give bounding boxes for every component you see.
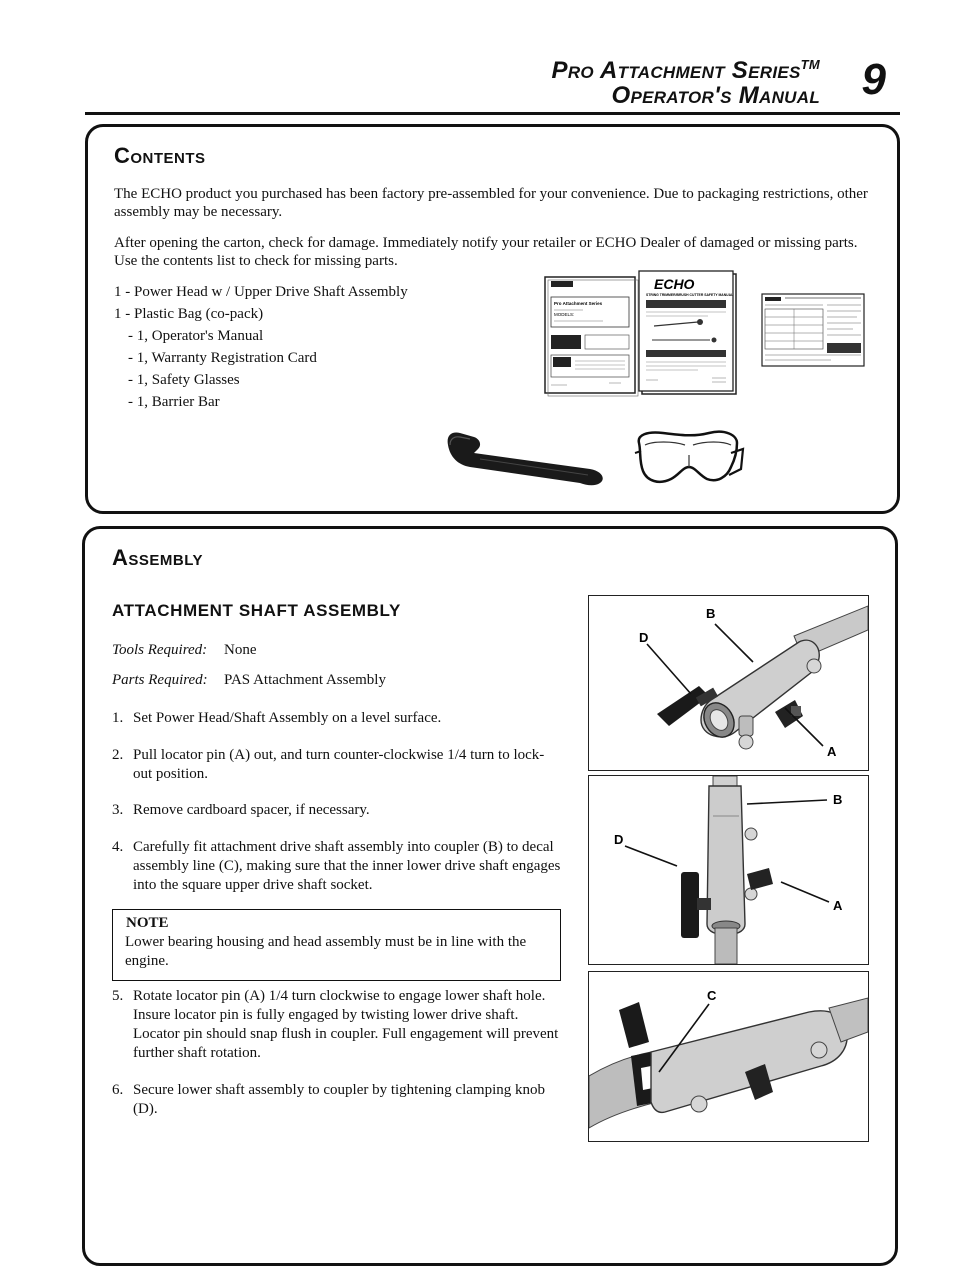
- attachment-shaft-assembly-heading: ATTACHMENT SHAFT ASSEMBLY: [112, 601, 401, 620]
- contents-panel: [85, 124, 900, 514]
- echo-logo: ECHO: [654, 276, 695, 292]
- coupler-photo-1: [588, 595, 869, 771]
- assembly-step: [112, 709, 562, 728]
- note-text: Lower bearing housing and head assembly must be in line with the engine.: [125, 934, 527, 969]
- assembly-step: [112, 838, 562, 895]
- callout-c: C: [707, 988, 717, 1003]
- step-text: Rotate locator pin (A) 1/4 turn clockwise to engage lower shaft hole. Insure locator pin is fully engaged by twisting lower drive shaft. Locator pin should snap flush in coupler. Full engagement will prevent further shaft rotation.: [133, 988, 559, 1061]
- assembly-panel: [82, 526, 898, 1266]
- step-number: 6.: [112, 1082, 124, 1098]
- tools-required: [112, 642, 257, 659]
- step-text: Set Power Head/Shaft Assembly on a level surface.: [133, 710, 442, 726]
- operators-manual-illustration: [543, 275, 639, 397]
- warranty-card-illustration: [761, 293, 867, 369]
- step-number: 4.: [112, 839, 124, 855]
- step-text: Pull locator pin (A) out, and turn counter-clockwise 1/4 turn to lock-out position.: [133, 747, 545, 782]
- tools-required-value: None: [224, 642, 257, 658]
- safety-glasses-illustration: [633, 429, 745, 497]
- assembly-step: [112, 1081, 562, 1119]
- callout-a: A: [827, 744, 837, 759]
- list-item: - 1, Warranty Registration Card: [128, 350, 317, 366]
- header-divider: [85, 112, 900, 115]
- contents-heading: Contents: [114, 143, 206, 168]
- list-item: - 1, Barrier Bar: [128, 394, 220, 410]
- contents-intro-paragraph: The ECHO product you purchased has been factory pre-assembled for your convenience. Due to packaging restrictions, other assembly may be necessary.: [114, 186, 868, 220]
- step-text: Secure lower shaft assembly to coupler by tightening clamping knob (D).: [133, 1082, 545, 1117]
- contents-check-paragraph: After opening the carton, check for damage. Immediately notify your retailer or ECHO Dealer of damaged or missing parts. Use the contents list to check for missing parts.: [114, 235, 858, 269]
- parts-required: [112, 672, 386, 689]
- step-number: 1.: [112, 710, 124, 726]
- step-text: Carefully fit attachment drive shaft assembly into coupler (B) to decal assembly line (C), making sure that the inner lower drive shaft engages into the square upper drive shaft socket.: [133, 839, 561, 893]
- tools-required-label: Tools Required:: [112, 642, 208, 658]
- step-text: Remove cardboard spacer, if necessary.: [133, 802, 370, 818]
- callout-d: D: [614, 832, 624, 847]
- contents-list: [114, 281, 408, 413]
- manual-cover-title: Pro Attachment Series: [554, 301, 603, 306]
- barrier-bar-illustration: [440, 425, 610, 491]
- coupler-photo-3: [588, 971, 869, 1142]
- step-number: 3.: [112, 802, 124, 818]
- list-item: - 1, Operator's Manual: [128, 328, 264, 344]
- manual-title-line2: Operator's Manual: [611, 82, 820, 109]
- step-number: 2.: [112, 747, 124, 763]
- step-number: 5.: [112, 988, 124, 1004]
- list-item: 1 - Power Head w / Upper Drive Shaft Assembly: [114, 284, 408, 300]
- callout-b: B: [706, 606, 716, 621]
- callout-a: A: [833, 898, 843, 913]
- assembly-step: [112, 746, 562, 784]
- assembly-step: [112, 801, 562, 820]
- parts-required-label: Parts Required:: [112, 672, 208, 688]
- assembly-heading: Assembly: [112, 545, 204, 570]
- list-item: - 1, Safety Glasses: [128, 372, 240, 388]
- safety-manual-illustration: [638, 270, 740, 398]
- callout-b: B: [833, 792, 843, 807]
- list-item: 1 - Plastic Bag (co-pack): [114, 306, 264, 322]
- manual-title: [300, 52, 820, 108]
- manual-title-line1: Pro Attachment Series™: [551, 57, 820, 84]
- manual-cover-model: MODELS:: [554, 312, 575, 317]
- callout-d: D: [639, 630, 649, 645]
- safety-manual-title: STRING TRIMMER/BRUSH CUTTER SAFETY MANUAL: [646, 293, 734, 297]
- assembly-step: [112, 987, 562, 1063]
- coupler-photo-2: [588, 775, 869, 965]
- note-box: [112, 909, 561, 981]
- note-title: NOTE: [126, 915, 169, 931]
- page-number: 9: [861, 55, 886, 104]
- parts-required-value: PAS Attachment Assembly: [224, 672, 386, 688]
